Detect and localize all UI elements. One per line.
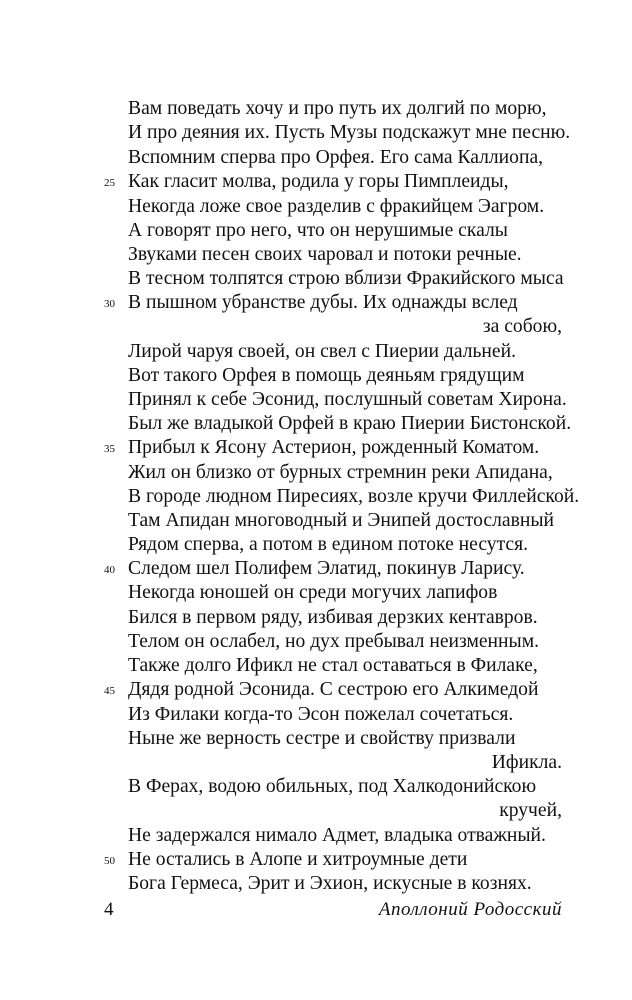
verse-line: В тесном толпятся строю вблизи Фракийского мыса	[128, 268, 564, 289]
verse-line: Вот такого Орфея в помощь деяньям грядущим	[128, 365, 525, 386]
verse-line: Следом шел Полифем Элатид, покинув Ларису.	[128, 558, 525, 579]
line-number: 50	[104, 855, 115, 867]
line-number: 45	[104, 685, 115, 697]
verse-line: А говорят про него, что он нерушимые скалы	[128, 220, 508, 241]
verse-line: Ныне же верность сестре и свойству призвали	[128, 728, 516, 749]
verse-line: В пышном убранстве дубы. Их однажды вслед	[128, 292, 518, 313]
verse-line-continuation: за собою,	[482, 316, 562, 337]
verse-line: Не задержался нимало Адмет, владыка отважный.	[128, 825, 546, 846]
verse-line: Из Филаки когда-то Эсон пожелал сочетаться.	[128, 704, 514, 725]
verse-line: И про деяния их. Пусть Музы подскажут мне песню.	[128, 122, 571, 143]
verse-line: Телом он ослабел, но дух пребывал неизменным.	[128, 631, 539, 652]
running-head: Аполлоний Родосский	[378, 899, 562, 920]
verse-line: Дядя родной Эсонида. С сестрою его Алкимедой	[128, 679, 539, 700]
verse-line: Прибыл к Ясону Астерион, рожденный Коматом.	[128, 437, 540, 458]
verse-line: Принял к себе Эсонид, послушный советам Хирона.	[128, 389, 567, 410]
verse-line: Звуками песен своих чаровал и потоки речные.	[128, 244, 522, 265]
page-number: 4	[104, 899, 114, 920]
verse-line: Некогда ложе свое разделив с фракийцем Эагром.	[128, 196, 545, 217]
line-number: 25	[104, 177, 115, 189]
verse-line: Лирой чаруя своей, он свел с Пиерии дальней.	[128, 341, 516, 362]
line-number: 35	[104, 443, 115, 455]
line-number: 30	[104, 298, 115, 310]
verse-line: Бился в первом ряду, избивая дерзких кентавров.	[128, 607, 538, 628]
verse-line: Как гласит молва, родила у горы Пимплеиды,	[128, 171, 509, 192]
verse-line: Там Апидан многоводный и Энипей достославный	[128, 510, 554, 531]
verse-line: Был же владыкой Орфей в краю Пиерии Бистонской.	[128, 413, 572, 434]
verse-line: Также долго Ификл не стал оставаться в Филаке,	[128, 655, 538, 676]
verse-line: Рядом сперва, а потом в едином потоке несутся.	[128, 534, 528, 555]
verse-line: Бога Гермеса, Эрит и Эхион, искусные в кознях.	[128, 873, 532, 894]
verse-line: В городе людном Пиресиях, возле кручи Филлейской.	[128, 486, 580, 507]
verse-line: Вспомним сперва про Орфея. Его сама Каллиопа,	[128, 147, 544, 168]
verse-line: Не остались в Алопе и хитроумные дети	[128, 849, 468, 870]
verse-line-continuation: Ификла.	[491, 752, 562, 773]
verse-line: Жил он близко от бурных стремнин реки Апидана,	[128, 462, 553, 483]
verse-line: Вам поведать хочу и про путь их долгий по морю,	[128, 98, 547, 119]
verse-line-continuation: кручей,	[499, 800, 562, 821]
verse-line: Некогда юношей он среди могучих лапифов	[128, 582, 498, 603]
verse-line: В Ферах, водою обильных, под Халкодонийскою	[128, 776, 537, 797]
line-number: 40	[104, 564, 115, 576]
